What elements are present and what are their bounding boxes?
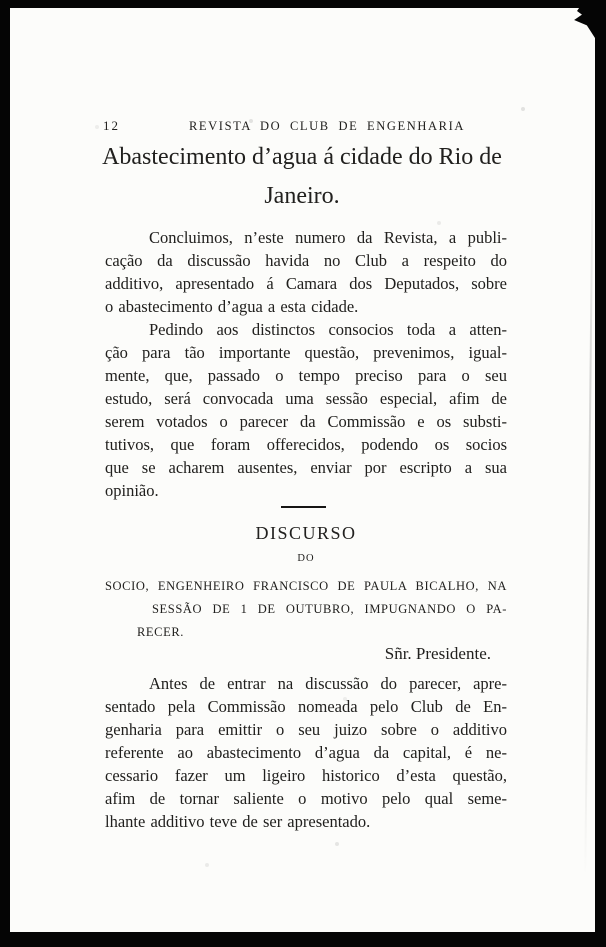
text-line: cessario fazer um ligeiro historico d’esta questão, — [105, 766, 507, 785]
text-line: ção para tão importante questão, prevenimos, igual- — [105, 343, 507, 362]
text-line: lhante additivo teve de ser apresentado. — [105, 812, 371, 831]
salutation: Sñr. Presidente. — [384, 644, 491, 663]
text-line: afim de tornar saliente o motivo pelo qual seme- — [105, 789, 507, 808]
discurso-heading: DISCURSO — [255, 523, 357, 543]
text-line: o abastecimento d’agua a esta cidade. — [105, 297, 359, 316]
text-line: tutivos, que foram offerecidos, podendo os socios — [105, 435, 507, 454]
intro-paragraph-1 — [105, 226, 507, 318]
intro-paragraph-2 — [105, 318, 507, 502]
text-line: que se acharem ausentes, enviar por escripto a sua — [105, 458, 507, 477]
text-line: mente, que, passado o tempo preciso para o seu — [105, 366, 507, 385]
page-number: 12 — [103, 118, 120, 133]
text-line: additivo, apresentado á Camara dos Deputados, sobre — [105, 274, 507, 293]
section-divider-rule — [281, 506, 326, 508]
byline-line: RECER. — [137, 625, 185, 639]
byline-line: SESSÃO DE 1 DE OUTUBRO, IMPUGNANDO O PA- — [152, 602, 507, 616]
discurso-paragraph-1 — [105, 672, 507, 833]
scan-corner-notch — [566, 8, 595, 38]
paper-specks — [10, 8, 12, 10]
text-line: sentado pela Commissão nomeada pelo Club de En- — [105, 697, 507, 716]
text-line: Pedindo aos distinctos consocios toda a atten- — [149, 320, 507, 339]
text-line: serem votados o parecer da Commissão e os substi- — [105, 412, 507, 431]
article-title-line1: Abastecimento d’agua á cidade do Rio de — [102, 144, 502, 170]
text-line: estudo, será convocada uma sessão especial, afim de — [105, 389, 507, 408]
text-line: genharia para emittir o seu juizo sobre o additivo — [105, 720, 507, 739]
text-line: opinião. — [105, 481, 159, 500]
text-line: cação da discussão havida no Club a respeito do — [105, 251, 507, 270]
running-header: REVISTA DO CLUB DE ENGENHARIA — [189, 119, 465, 133]
text-line: Concluimos, n’este numero da Revista, a publi- — [149, 228, 507, 247]
article-title-line2: Janeiro. — [264, 183, 340, 209]
discurso-subheading: DO — [297, 553, 315, 564]
paper-sheet — [10, 8, 595, 932]
text-line: referente ao abastecimento d’agua da capital, é ne- — [105, 743, 507, 762]
byline-line: SOCIO, ENGENHEIRO FRANCISCO DE PAULA BICALHO, NA — [105, 579, 507, 593]
discurso-byline — [105, 575, 507, 644]
text-line: Antes de entrar na discussão do parecer, apre- — [149, 674, 507, 693]
article-title — [82, 138, 522, 216]
scan-gutter-shadow — [584, 158, 594, 878]
